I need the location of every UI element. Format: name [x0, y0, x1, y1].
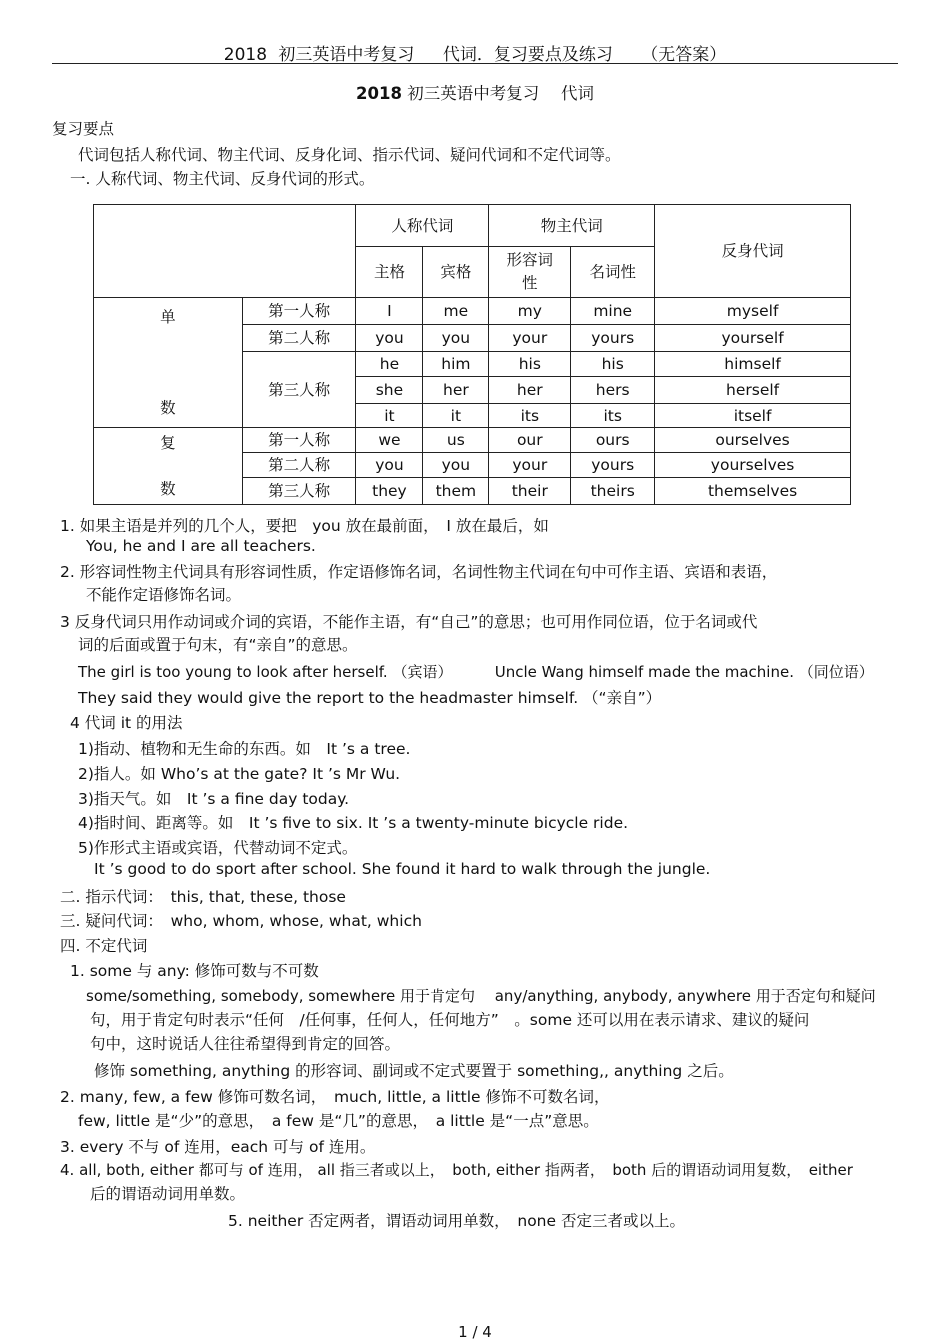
table-cell: I — [356, 298, 423, 325]
person-label: 第一人称 — [242, 428, 356, 453]
it-usage-1: 1)指动、植物和无生命的东西。如 It ’s a tree. — [78, 740, 411, 758]
group-reflexive: 反身代词 — [655, 205, 851, 298]
rule-3-example-2: They said they would give the report to the headmaster himself. （“亲自”） — [78, 689, 662, 707]
table-cell: ourselves — [655, 428, 851, 453]
table-cell: his — [489, 352, 571, 377]
rule-3: 3 反身代词只用作动词或介词的宾语，不能作主语，有“自己”的意思；也可用作同位语，位于名词或代 — [60, 613, 758, 631]
part4-indefinites: 四. 不定代词 — [60, 937, 148, 955]
col-object: 宾格 — [423, 247, 489, 298]
table-corner — [94, 205, 356, 298]
part1-heading: 一. 人称代词、物主代词、反身代词的形式。 — [70, 170, 375, 188]
table-cell: mine — [571, 298, 655, 325]
person-label: 第三人称 — [242, 352, 356, 428]
rule-2: 2. 形容词性物主代词具有形容词性质，作定语修饰名词，名词性物主代词在句中可作主语、宾语和表语， — [60, 563, 778, 581]
table-cell: my — [489, 298, 571, 325]
table-cell: they — [356, 478, 423, 505]
table-cell: her — [489, 377, 571, 404]
indef-1-line-4: 修饰 something, anything 的形容词、副词或不定式要置于 something,, anything 之后。 — [94, 1062, 734, 1080]
table-cell: their — [489, 478, 571, 505]
table-cell: us — [423, 428, 489, 453]
indef-1: 1. some 与 any: 修饰可数与不可数 — [70, 962, 319, 980]
rule-2-cont: 不能作定语修饰名词。 — [86, 586, 242, 604]
part2-demonstratives: 二. 指示代词： this, that, these, those — [60, 888, 346, 906]
indef-1-line-2: 句，用于肯定句时表示“任何 /任何事，任何人，任何地方” 。some 还可以用在表示请求、建议的疑问 — [90, 1011, 810, 1029]
indef-2-cont: few, little 是“少”的意思， a few 是“几”的意思， a little 是“一点”意思。 — [78, 1112, 599, 1130]
part3-interrogatives: 三. 疑问代词： who, whom, whose, what, which — [60, 912, 422, 930]
col-noun: 名词性 — [571, 247, 655, 298]
page-header: 2018 初三英语中考复习 代词．复习要点及练习 （无答案） — [223, 45, 727, 65]
indef-1-line-3: 句中，这时说话人往往希望得到肯定的回答。 — [90, 1035, 401, 1053]
it-usage-3: 3)指天气。如 It ’s a fine day today. — [78, 790, 350, 808]
table-cell: he — [356, 352, 423, 377]
table-cell: its — [571, 404, 655, 428]
table-cell: ours — [571, 428, 655, 453]
table-cell: himself — [655, 352, 851, 377]
header-rule — [52, 63, 898, 64]
table-cell: your — [489, 453, 571, 478]
table-cell: me — [423, 298, 489, 325]
table-cell: you — [423, 453, 489, 478]
table-cell: yourself — [655, 325, 851, 352]
group-possessive: 物主代词 — [489, 205, 655, 247]
plural-bottom: 数 — [160, 480, 176, 498]
table-cell: our — [489, 428, 571, 453]
title-year: 2018 — [356, 84, 402, 103]
table-cell: itself — [655, 404, 851, 428]
table-cell: it — [423, 404, 489, 428]
table-cell: her — [423, 377, 489, 404]
table-cell: them — [423, 478, 489, 505]
plural-label — [94, 428, 243, 505]
document-title — [0, 80, 950, 104]
title-text: 初三英语中考复习 代词 — [407, 84, 594, 103]
it-usage-5: 5)作形式主语或宾语，代替动词不定式。 — [78, 839, 358, 857]
table-cell: theirs — [571, 478, 655, 505]
rule-3-example-1: The girl is too young to look after herself. （宾语） Uncle Wang himself made the machine. （同位语） — [78, 663, 874, 681]
indef-5: 5. neither 否定两者，谓语动词用单数， none 否定三者或以上。 — [228, 1212, 685, 1230]
person-label: 第一人称 — [242, 298, 356, 325]
col-adjective: 形容词性 — [489, 247, 571, 298]
table-cell: you — [356, 453, 423, 478]
person-label: 第三人称 — [242, 478, 356, 505]
indef-2: 2. many, few, a few 修饰可数名词， much, little, a little 修饰不可数名词， — [60, 1088, 610, 1106]
table-cell: its — [489, 404, 571, 428]
table-cell: themselves — [655, 478, 851, 505]
table-cell: yours — [571, 325, 655, 352]
rule-3-cont: 词的后面或置于句末，有“亲自”的意思。 — [78, 636, 358, 654]
table-cell: your — [489, 325, 571, 352]
review-heading: 复习要点 — [52, 120, 115, 138]
table-cell: herself — [655, 377, 851, 404]
it-usage-4: 4)指时间、距离等。如 It ’s five to six. It ’s a twenty-minute bicycle ride. — [78, 814, 629, 832]
group-personal: 人称代词 — [356, 205, 489, 247]
person-label: 第二人称 — [242, 325, 356, 352]
rule-1: 1. 如果主语是并列的几个人，要把 you 放在最前面， I 放在最后，如 — [60, 517, 549, 535]
it-usage-heading: 4 代词 it 的用法 — [70, 714, 183, 732]
table-cell: his — [571, 352, 655, 377]
it-usage-2: 2)指人。如 Who’s at the gate? It ’s Mr Wu. — [78, 765, 401, 783]
table-cell: you — [356, 325, 423, 352]
col-subject: 主格 — [356, 247, 423, 298]
table-cell: yours — [571, 453, 655, 478]
table-cell: you — [423, 325, 489, 352]
table-cell: yourselves — [655, 453, 851, 478]
pronoun-table — [93, 204, 851, 505]
intro-text: 代词包括人称代词、物主代词、反身化词、指示代词、疑问代词和不定代词等。 — [78, 146, 621, 164]
person-label: 第二人称 — [242, 453, 356, 478]
table-cell: we — [356, 428, 423, 453]
table-cell: it — [356, 404, 423, 428]
singular-top: 单 — [160, 308, 176, 326]
table-cell: hers — [571, 377, 655, 404]
plural-top: 复 — [160, 434, 176, 452]
indef-3: 3. every 不与 of 连用，each 可与 of 连用。 — [60, 1138, 376, 1156]
indef-4: 4. all, both, either 都可与 of 连用， all 指三者或以上， both, either 指两者， both 后的谓语动词用复数， either — [60, 1161, 853, 1179]
it-usage-5-example: It ’s good to do sport after school. She found it hard to walk through the jungle. — [94, 860, 711, 878]
singular-bottom: 数 — [160, 399, 176, 417]
table-cell: myself — [655, 298, 851, 325]
indef-1-line-1: some/something, somebody, somewhere 用于肯定句 any/anything, anybody, anywhere 用于否定句和疑问 — [86, 987, 876, 1005]
table-cell: she — [356, 377, 423, 404]
page-number: 1 / 4 — [458, 1323, 492, 1341]
indef-4-cont: 后的谓语动词用单数。 — [90, 1185, 246, 1203]
table-cell: him — [423, 352, 489, 377]
rule-1-example: You, he and I are all teachers. — [86, 537, 316, 555]
singular-label — [94, 298, 243, 428]
